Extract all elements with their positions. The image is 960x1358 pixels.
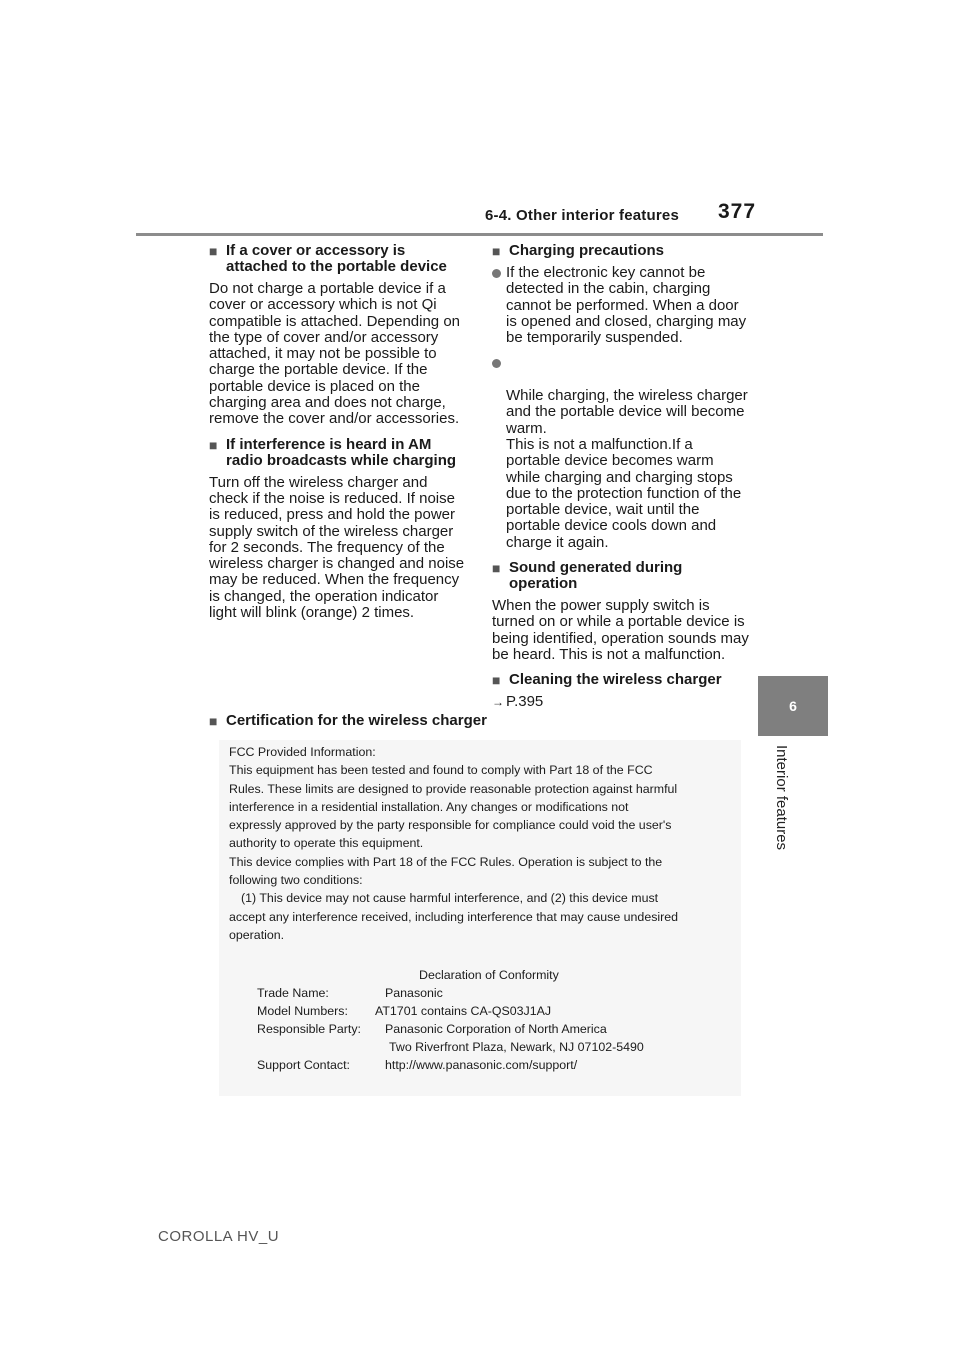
fcc-line: authority to operate this equipment.: [229, 836, 424, 851]
responsible-party-label: Responsible Party:: [257, 1022, 361, 1036]
left-column: [209, 243, 467, 630]
paragraph-sound-generated: When the power supply switch is turned on or while a portable device is being identified, operation sounds may be heard. This is not a malfunction.: [492, 597, 749, 663]
heading-text: If a cover or accessory is attached to the portable device: [226, 242, 447, 275]
fcc-statement: [229, 743, 737, 944]
fcc-line: expressly approved by the party responsible for compliance could void the user's: [229, 818, 672, 833]
fcc-line: interference in a residential installation. Any changes or modifications not: [229, 799, 629, 814]
responsible-party-address: Two Riverfront Plaza, Newark, NJ 07102-5490: [389, 1040, 644, 1054]
fcc-line: FCC Provided Information:: [229, 745, 376, 759]
paragraph-cover-accessory: Do not charge a portable device if a cover or accessory which is not Qi compatible is attached. Depending on the type of cover and/or accessory attached, it may not be possible to charge the portable device. If the portable device is placed on the charging area and does not charge, remove the cover and/or accessories.: [209, 280, 461, 428]
model-numbers-label: Model Numbers:: [257, 1004, 348, 1018]
heading-text: If interference is heard in AM radio broadcasts while charging: [226, 435, 457, 469]
model-numbers-row: [257, 1004, 551, 1018]
heading-text: Cleaning the wireless charger: [509, 671, 722, 689]
fcc-line: Rules. These limits are designed to provide reasonable protection against harmful: [229, 781, 678, 796]
square-bullet-icon: ■: [492, 672, 501, 689]
header-divider: [136, 233, 823, 236]
fcc-line: (1) This device may not cause harmful interference, and (2) this device must: [241, 891, 659, 906]
fcc-line: operation.: [229, 927, 285, 942]
arrow-right-icon: →: [492, 695, 504, 710]
heading-text: Sound generated during operation: [509, 559, 683, 593]
square-bullet-icon: ■: [492, 560, 501, 577]
square-bullet-icon: ■: [492, 243, 501, 259]
responsible-party-value: Panasonic Corporation of North America: [385, 1022, 607, 1036]
square-bullet-icon: ■: [209, 713, 218, 729]
fcc-line: accept any interference received, including interference that may cause undesired: [229, 909, 679, 924]
responsible-party-row: [257, 1022, 607, 1036]
page-reference-link[interactable]: [492, 694, 750, 710]
paragraph-am-interference: Turn off the wireless charger and check if the noise is reduced. If noise is reduced, press and hold the power supply switch of the wireless charger for 2 seconds. The frequency of the wireless charger is changed and noise may be reduced. When the frequency is changed, the operation indicator light will blink (orange) 2 times.: [209, 473, 465, 622]
section-title: 6-4. Other interior features: [485, 207, 679, 224]
square-bullet-icon: ■: [209, 243, 218, 259]
list-item: [492, 355, 750, 551]
fcc-line: following two conditions:: [229, 873, 363, 888]
list-item: [492, 265, 750, 346]
fcc-line: This equipment has been tested and found to comply with Part 18 of the FCC: [229, 763, 653, 778]
trade-name-value: Panasonic: [385, 986, 443, 1000]
trade-name-row: [257, 986, 443, 1000]
fcc-certification-image: [219, 740, 741, 1096]
heading-text: Certification for the wireless charger: [226, 712, 487, 729]
fcc-line: This device complies with Part 18 of the FCC Rules. Operation is subject to the: [229, 854, 663, 869]
section-heading-cover-accessory: [209, 243, 467, 275]
section-heading-certification: [209, 713, 646, 729]
section-heading-cleaning: [492, 672, 750, 688]
page-number: 377: [718, 200, 757, 223]
section-heading-sound-generated: [492, 560, 750, 592]
circle-bullet-icon: [492, 269, 501, 278]
section-heading-am-interference: [209, 437, 467, 469]
bullet-text: If the electronic key cannot be detected in the cabin, charging cannot be performed. When a door is opened and closed, charging may be temporarily suspended.: [506, 264, 747, 347]
trade-name-label: Trade Name:: [257, 986, 329, 1000]
square-bullet-icon: ■: [209, 436, 218, 453]
support-contact-row: [257, 1058, 577, 1072]
page-reference-text[interactable]: P.395: [506, 693, 544, 711]
footer-model: COROLLA HV_U: [158, 1228, 280, 1245]
chapter-tab[interactable]: 6: [758, 676, 828, 736]
bullet-text: While charging, the wireless charger and the portable device will become warm. This is not a malfunction.If a portable device becomes warm while charging and charging stops due to the protection function of the portable device, wait until the portable device cools down and charge it again.: [506, 387, 748, 551]
model-numbers-value: AT1701 contains CA-QS03J1AJ: [375, 1004, 552, 1018]
chapter-tab-label: Interior features: [773, 745, 790, 851]
right-column: [492, 243, 750, 710]
support-contact-label: Support Contact:: [257, 1058, 350, 1072]
section-heading-charging-precautions: [492, 243, 750, 259]
support-contact-value: http://www.panasonic.com/support/: [385, 1058, 578, 1072]
declaration-title: Declaration of Conformity: [419, 968, 559, 982]
heading-text: Charging precautions: [509, 242, 665, 259]
circle-bullet-icon: [492, 359, 501, 368]
